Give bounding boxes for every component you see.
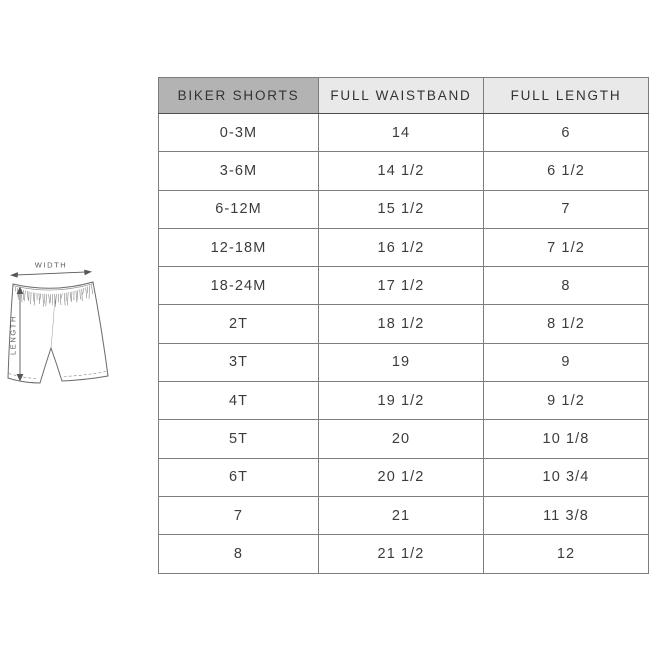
length-cell: 11 3/8: [484, 496, 649, 534]
column-header-full-waistband: FULL WAISTBAND: [319, 78, 484, 114]
waistband-cell: 21: [319, 496, 484, 534]
length-cell: 6 1/2: [484, 152, 649, 190]
waistband-cell: 19: [319, 343, 484, 381]
waistband-cell: 20: [319, 420, 484, 458]
table-row: [159, 305, 649, 343]
length-label: LENGTH: [8, 314, 18, 356]
waistband-cell: 15 1/2: [319, 190, 484, 228]
biker-shorts-sketch: [2, 252, 114, 395]
column-header-biker-shorts: BIKER SHORTS: [159, 78, 319, 114]
waistband-cell: 16 1/2: [319, 228, 484, 266]
length-cell: 10 1/8: [484, 420, 649, 458]
size-cell: 7: [159, 496, 319, 534]
width-label: WIDTH: [34, 260, 68, 270]
length-cell: 8: [484, 267, 649, 305]
size-chart-table: [158, 77, 649, 574]
biker-shorts-illustration: [2, 252, 114, 395]
header-row: [159, 78, 649, 114]
length-cell: 10 3/4: [484, 458, 649, 496]
waistband-cell: 19 1/2: [319, 382, 484, 420]
size-cell: 5T: [159, 420, 319, 458]
length-cell: 7 1/2: [484, 228, 649, 266]
table-row: [159, 496, 649, 534]
length-cell: 12: [484, 535, 649, 573]
table-row: [159, 343, 649, 381]
size-cell: 3-6M: [159, 152, 319, 190]
table-row: [159, 152, 649, 190]
waistband-cell: 14: [319, 114, 484, 152]
table-row: [159, 535, 649, 573]
length-cell: 8 1/2: [484, 305, 649, 343]
table-row: [159, 458, 649, 496]
length-cell: 9: [484, 343, 649, 381]
waistband-cell: 18 1/2: [319, 305, 484, 343]
size-cell: 0-3M: [159, 114, 319, 152]
column-header-full-length: FULL LENGTH: [484, 78, 649, 114]
table-row: [159, 228, 649, 266]
waistband-cell: 14 1/2: [319, 152, 484, 190]
size-cell: 2T: [159, 305, 319, 343]
table-row: [159, 190, 649, 228]
length-cell: 7: [484, 190, 649, 228]
width-arrow: [10, 270, 92, 278]
table-row: [159, 267, 649, 305]
size-cell: 6T: [159, 458, 319, 496]
size-cell: 12-18M: [159, 228, 319, 266]
size-cell: 6-12M: [159, 190, 319, 228]
length-arrow: [17, 287, 24, 382]
size-cell: 18-24M: [159, 267, 319, 305]
size-cell: 4T: [159, 382, 319, 420]
table-row: [159, 382, 649, 420]
size-cell: 3T: [159, 343, 319, 381]
length-cell: 6: [484, 114, 649, 152]
waistband-cell: 20 1/2: [319, 458, 484, 496]
table-row: [159, 114, 649, 152]
waistband-cell: 17 1/2: [319, 267, 484, 305]
table-row: [159, 420, 649, 458]
waistband-cell: 21 1/2: [319, 535, 484, 573]
length-cell: 9 1/2: [484, 382, 649, 420]
shorts-outline: [8, 282, 108, 383]
size-cell: 8: [159, 535, 319, 573]
